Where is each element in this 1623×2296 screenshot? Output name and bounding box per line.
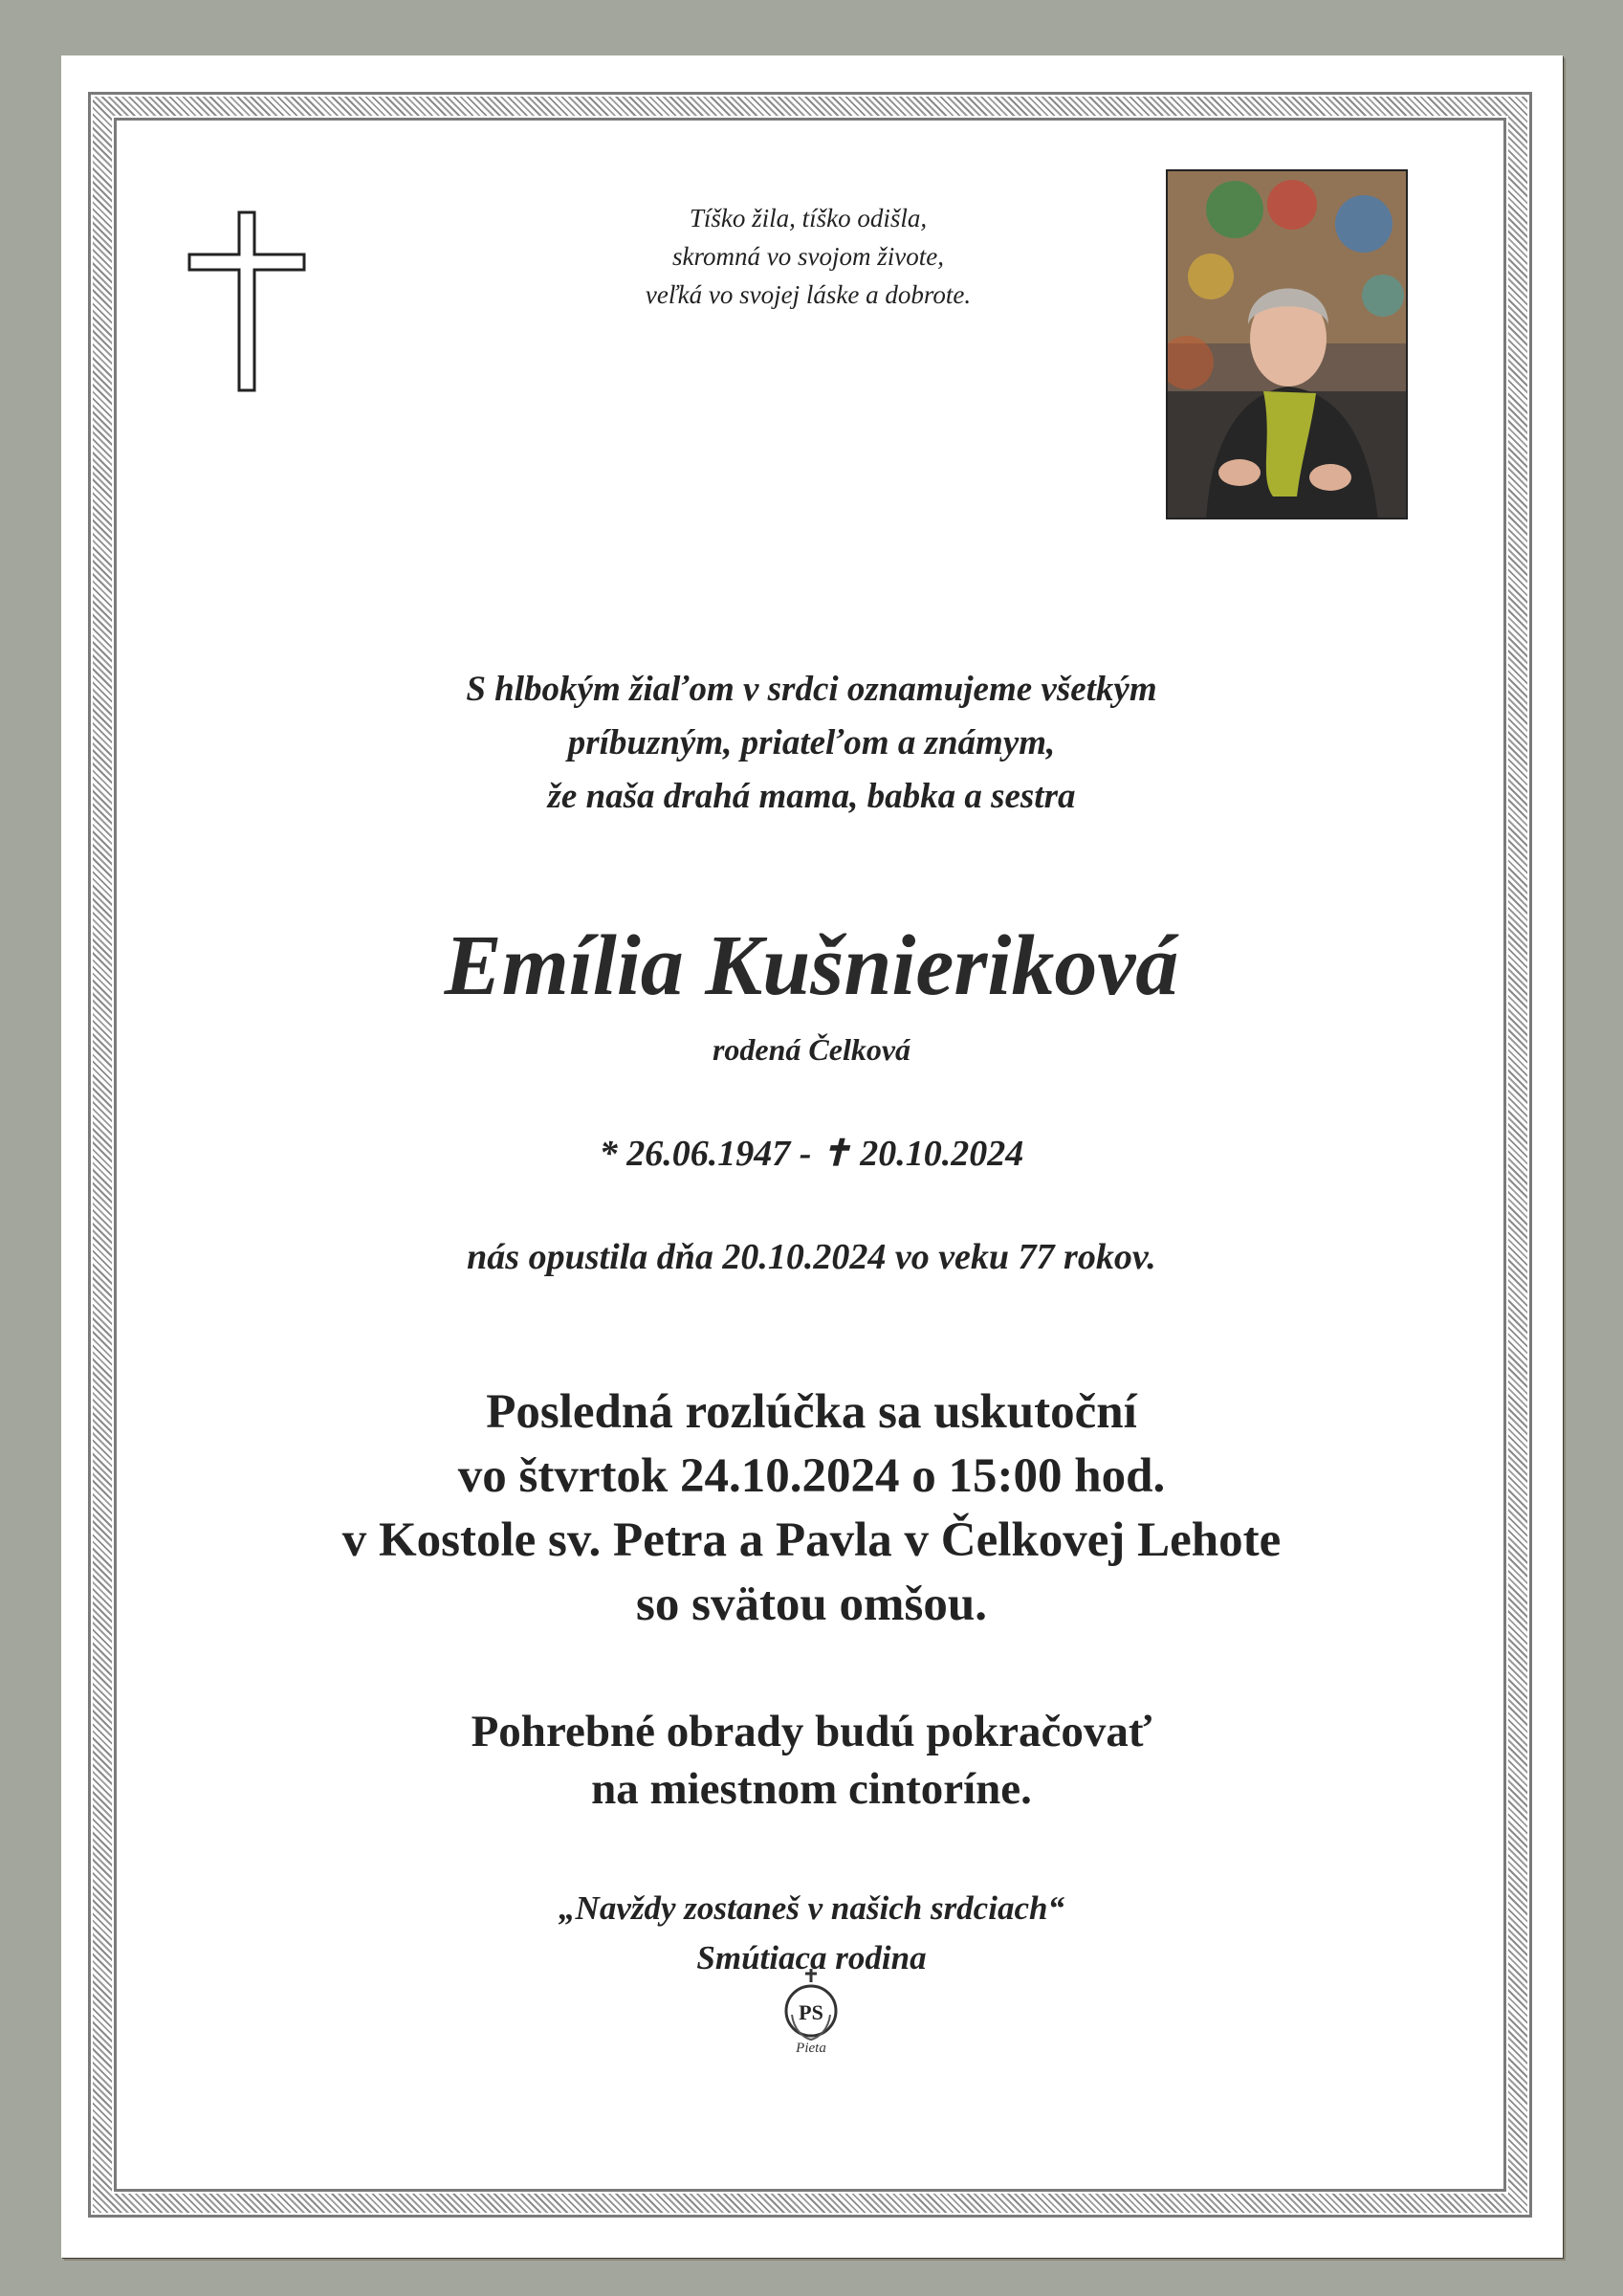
portrait-illustration	[1168, 171, 1408, 519]
closing-signature: Smútiaca rodina	[696, 1939, 927, 1976]
farewell-line: Posledná rozlúčka sa uskutoční	[486, 1385, 1137, 1439]
farewell-notice	[134, 1380, 1489, 1637]
announcement-line: S hlbokým žiaľom v srdci oznamujeme všetkým	[466, 670, 1157, 709]
farewell-line: so svätou omšou.	[636, 1578, 987, 1631]
life-dates: * 26.06.1947 - ✝ 20.10.2024	[599, 1134, 1024, 1174]
passing-notice: nás opustila dňa 20.10.2024 vo veku 77 rokov.	[467, 1237, 1156, 1277]
closing-quote: „Navždy zostaneš v našich srdciach“	[559, 1889, 1064, 1927]
motto-line: veľká vo svojej láske a dobrote.	[645, 280, 972, 309]
burial-line: na miestnom cintoríne.	[591, 1764, 1032, 1814]
announcement-text	[134, 663, 1489, 824]
deceased-name: Emília Kušnieriková	[444, 918, 1179, 1013]
announcement-line: že naša drahá mama, babka a sestra	[547, 777, 1076, 816]
logo-monogram: PS	[799, 2000, 823, 2024]
motto-line: skromná vo svojom živote,	[672, 242, 944, 271]
motto-verse	[536, 199, 1081, 314]
logo-word: Pieta	[796, 2041, 826, 2056]
portrait-photo	[1166, 169, 1408, 519]
maiden-name: rodená Čelková	[712, 1032, 911, 1067]
farewell-line: vo štvrtok 24.10.2024 o 15:00 hod.	[457, 1449, 1166, 1503]
cross-icon	[187, 210, 306, 392]
announcement-line: príbuzným, priateľom a známym,	[567, 723, 1056, 762]
burial-notice	[134, 1703, 1489, 1818]
pieta-logo-icon	[780, 1967, 842, 2045]
farewell-line: v Kostole sv. Petra a Pavla v Čelkovej Lehote	[341, 1513, 1282, 1567]
burial-line: Pohrebné obrady budú pokračovať	[471, 1707, 1152, 1756]
motto-line: Tíško žila, tíško odišla,	[689, 204, 928, 232]
